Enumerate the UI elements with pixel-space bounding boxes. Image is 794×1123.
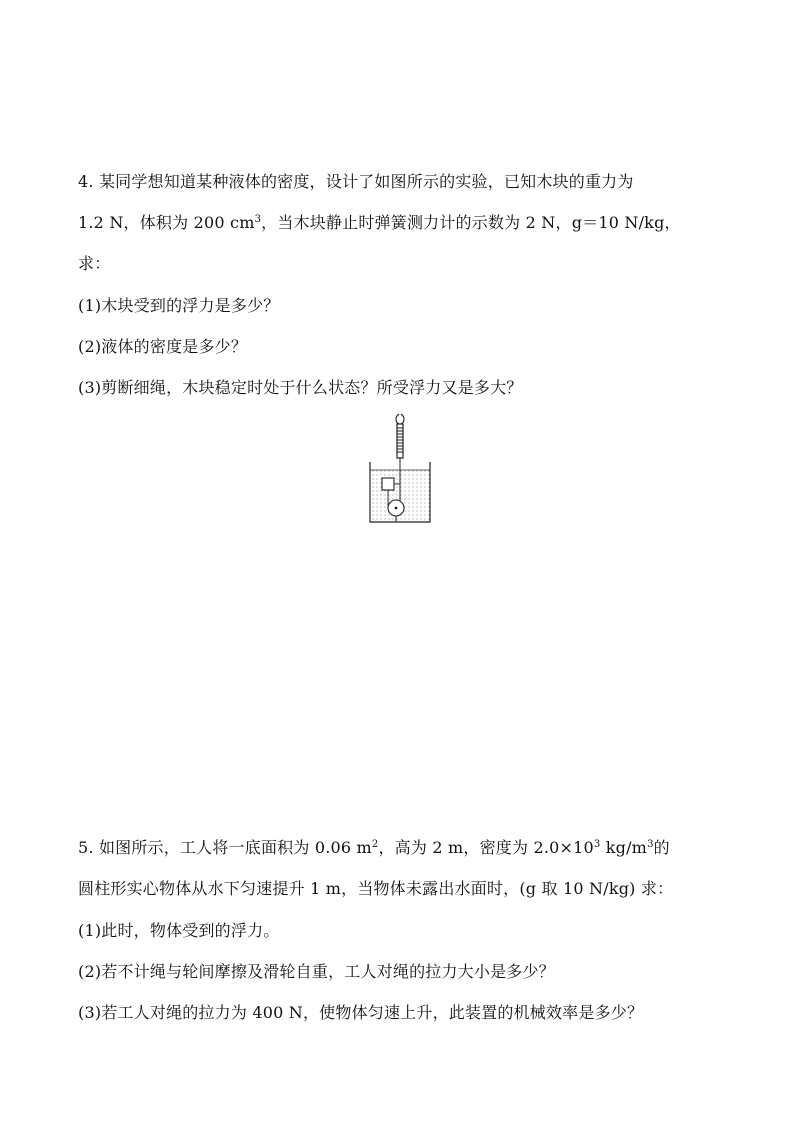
q5-stem-line1 [78, 838, 670, 858]
q5-line1-part-a: 5. 如图所示，工人将一底面积为 0.06 m [78, 838, 372, 857]
wooden-block [382, 478, 394, 490]
q4-line2-part-b: ，当木块静止时弹簧测力计的示数为 2 N，g＝10 N/kg， [261, 213, 681, 232]
q5-stem-line2: 圆柱形实心物体从水下匀速提升 1 m，当物体未露出水面时，(g 取 10 N/kg) 求： [78, 879, 674, 898]
q5-line1-superscript-3: 3 [647, 839, 654, 850]
spring-scale [397, 424, 403, 458]
q5-subquestion-1: (1)此时，物体受到的浮力。 [78, 921, 280, 940]
q5-line1-superscript-1: 2 [371, 839, 379, 850]
q4-subquestion-1: (1)木块受到的浮力是多少？ [78, 296, 280, 315]
q4-stem-line1: 4. 某同学想知道某种液体的密度，设计了如图所示的实验，已知木块的重力为 [78, 172, 634, 191]
q5-subquestion-2: (2)若不计绳与轮间摩擦及滑轮自重，工人对绳的拉力大小是多少？ [78, 962, 555, 981]
q4-subquestion-2: (2)液体的密度是多少？ [78, 337, 248, 356]
q5-line1-part-c: kg/m [600, 838, 648, 857]
q4-subquestion-3: (3)剪断细绳，木块稳定时处于什么状态？所受浮力又是多大？ [78, 378, 523, 397]
q4-line2-superscript: 3 [254, 214, 262, 225]
q5-line1-superscript-2: 3 [593, 839, 601, 850]
q5-line1-part-d: 的 [653, 838, 670, 857]
q4-experiment-figure [360, 410, 440, 530]
q4-stem-line2 [78, 213, 681, 233]
hook-icon [396, 414, 404, 424]
q4-line2-part-a: 1.2 N，体积为 200 cm [78, 213, 255, 232]
q4-stem-line3: 求： [78, 254, 111, 273]
q5-subquestion-3: (3)若工人对绳的拉力为 400 N，使物体匀速上升，此装置的机械效率是多少？ [78, 1003, 644, 1022]
q5-line1-part-b: ，高为 2 m，密度为 2.0×10 [378, 838, 594, 857]
